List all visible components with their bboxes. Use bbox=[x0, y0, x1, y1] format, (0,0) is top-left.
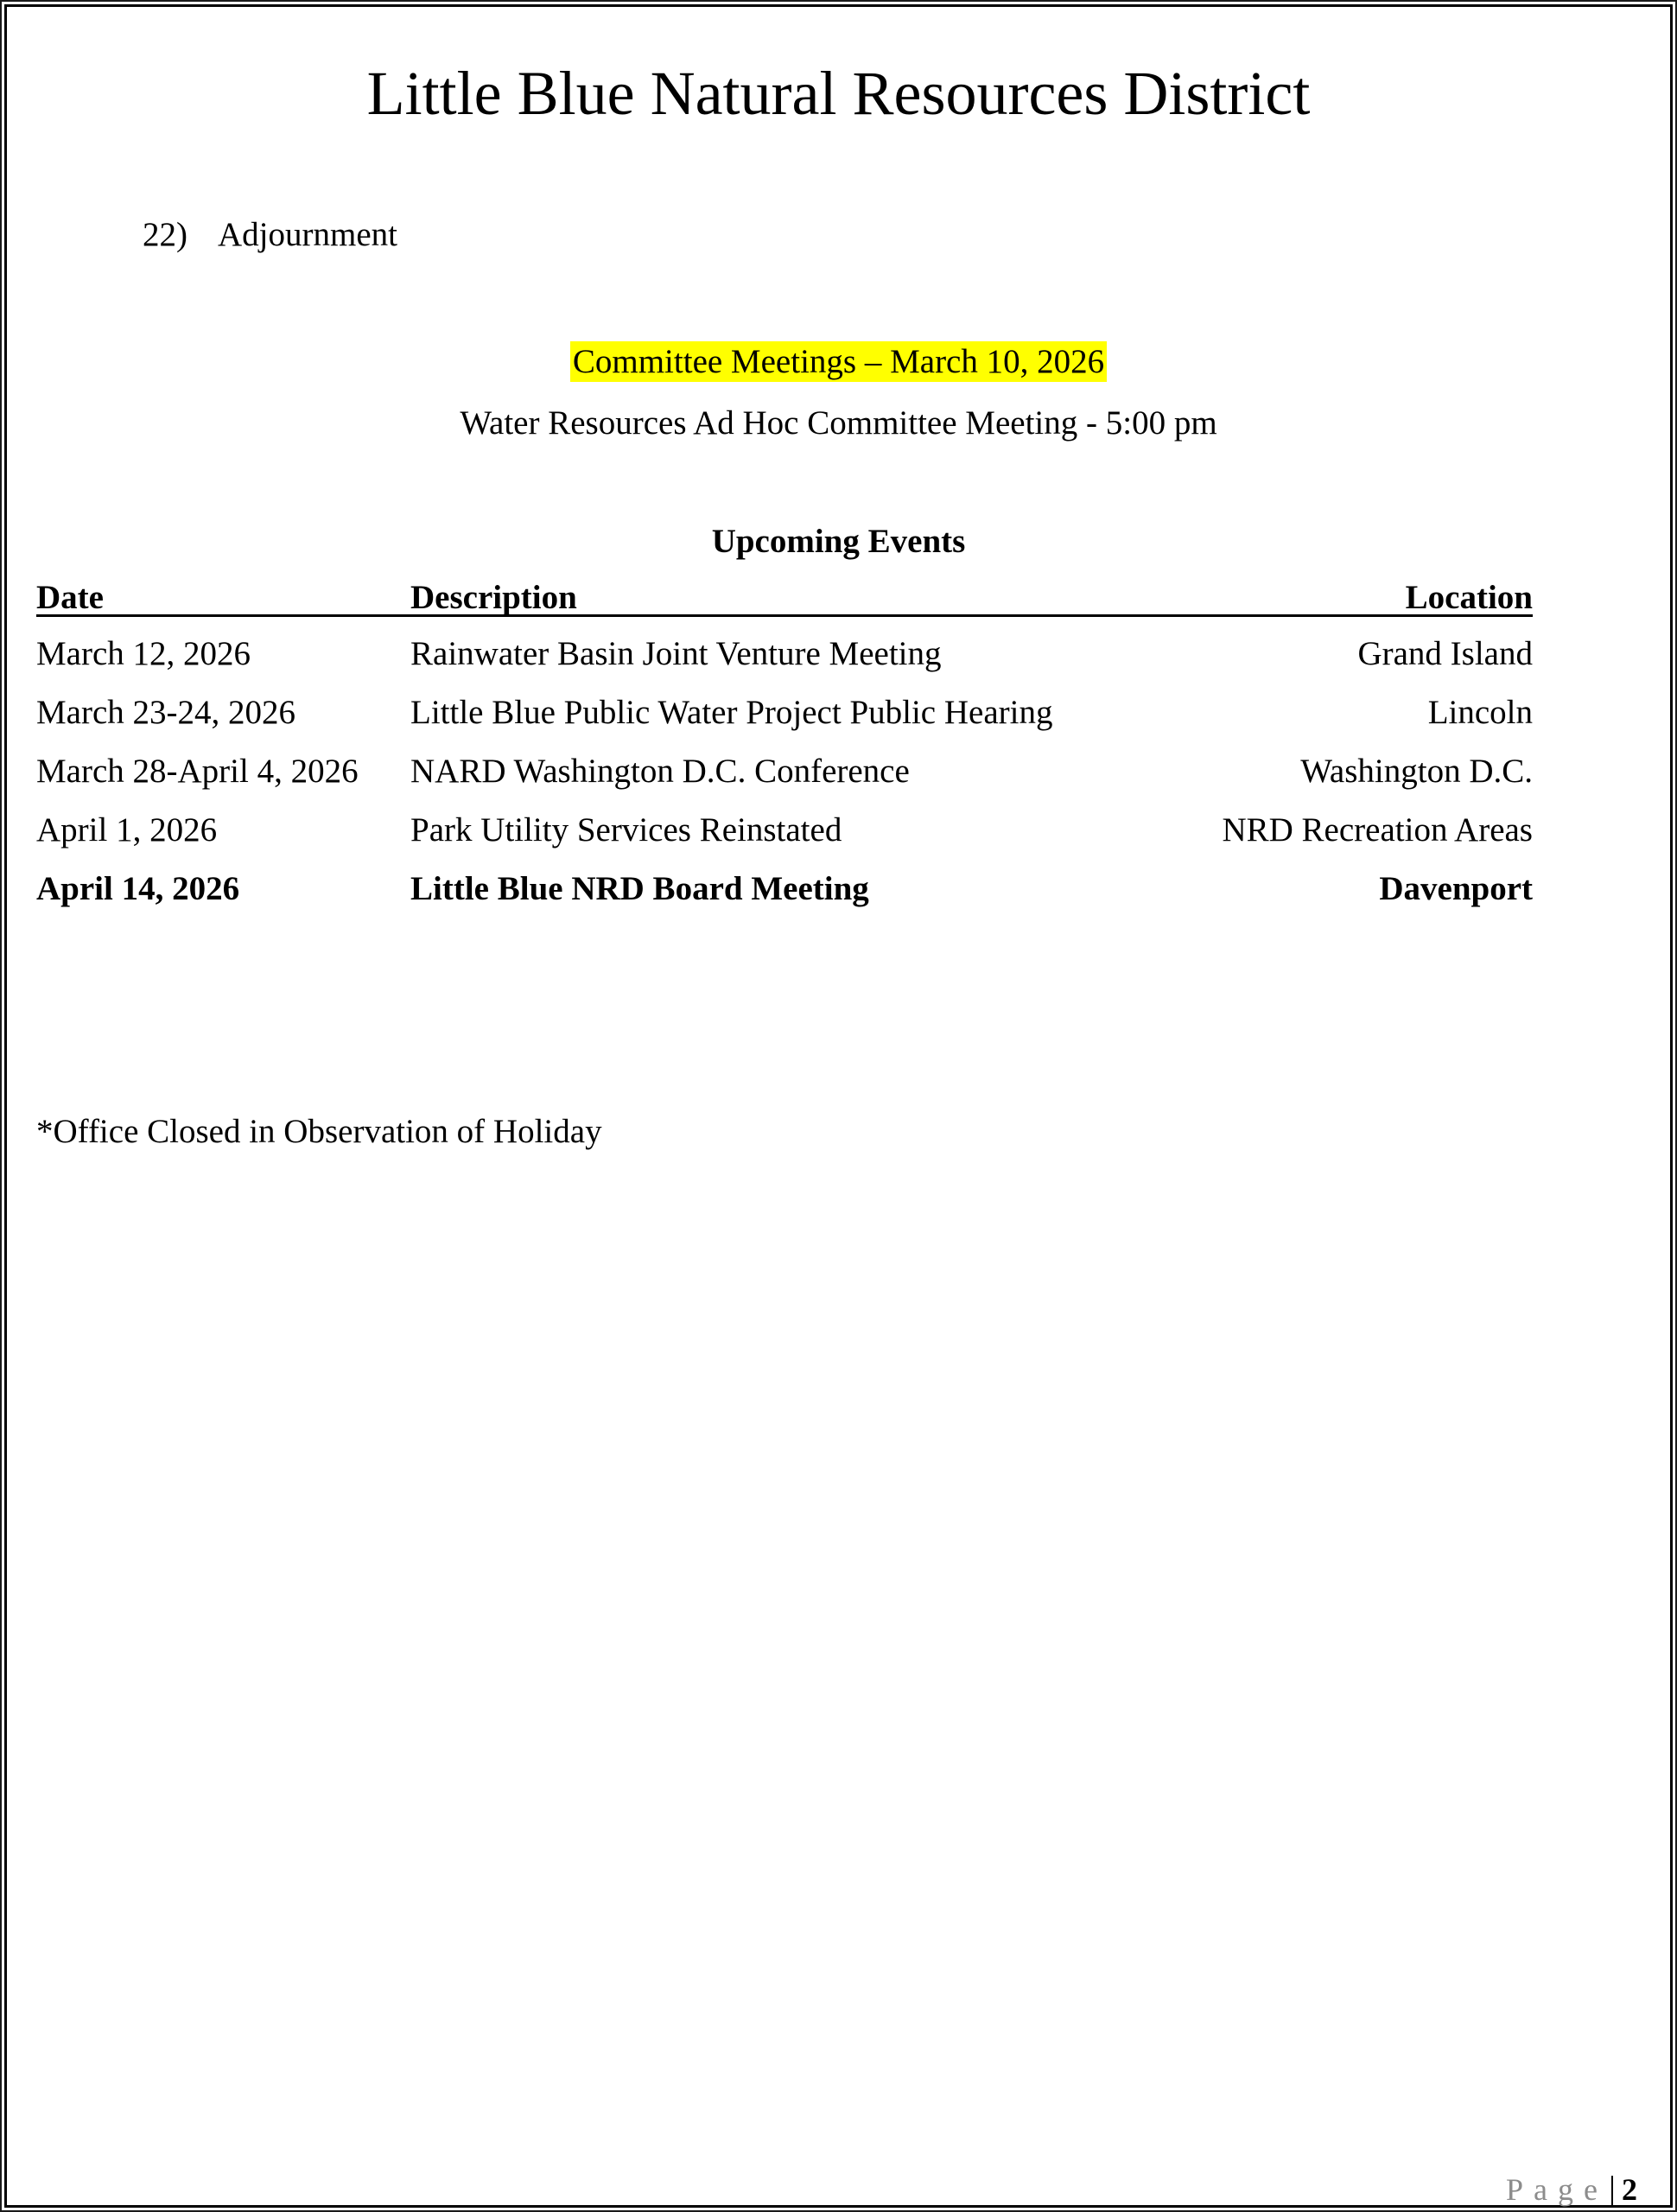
table-row bbox=[36, 676, 1533, 734]
agenda-item-label: Adjournment bbox=[218, 216, 397, 253]
column-header-description: Description bbox=[410, 579, 577, 616]
event-location: Davenport bbox=[1379, 870, 1533, 907]
event-description: Little Blue NRD Board Meeting bbox=[410, 870, 869, 907]
event-date: March 28-April 4, 2026 bbox=[36, 753, 359, 790]
page-border-inner bbox=[4, 4, 1673, 2208]
footer-separator bbox=[1611, 2176, 1613, 2205]
event-description: Park Utility Services Reinstated bbox=[410, 811, 842, 849]
event-date: April 1, 2026 bbox=[36, 811, 218, 849]
event-location: NRD Recreation Areas bbox=[1222, 811, 1533, 849]
event-location: Lincoln bbox=[1427, 694, 1533, 731]
column-header-date: Date bbox=[36, 579, 104, 616]
agenda-item-number: 22) bbox=[143, 216, 187, 253]
event-date: March 12, 2026 bbox=[36, 635, 251, 672]
committee-heading-wrapper bbox=[0, 341, 1677, 382]
committee-heading: Committee Meetings – March 10, 2026 bbox=[570, 341, 1107, 382]
table-row bbox=[36, 734, 1533, 793]
footnote: *Office Closed in Observation of Holiday bbox=[36, 1113, 602, 1150]
event-date: April 14, 2026 bbox=[36, 870, 240, 907]
upcoming-events-table bbox=[36, 579, 1533, 911]
committee-item: Water Resources Ad Hoc Committee Meeting - 5:00 pm bbox=[460, 404, 1217, 442]
table-header-row bbox=[36, 579, 1533, 617]
event-location: Washington D.C. bbox=[1300, 753, 1533, 790]
page-footer bbox=[1506, 2171, 1637, 2209]
event-description: Rainwater Basin Joint Venture Meeting bbox=[410, 635, 942, 672]
footer-page-label: Page bbox=[1506, 2172, 1608, 2207]
document-title: Little Blue Natural Resources District bbox=[366, 59, 1311, 128]
event-description: Little Blue Public Water Project Public Hearing bbox=[410, 694, 1053, 731]
event-date: March 23-24, 2026 bbox=[36, 694, 296, 731]
table-row-highlighted bbox=[36, 852, 1533, 911]
column-header-location: Location bbox=[1405, 579, 1533, 616]
table-row bbox=[36, 617, 1533, 676]
event-description: NARD Washington D.C. Conference bbox=[410, 753, 910, 790]
footer-page-number: 2 bbox=[1622, 2172, 1637, 2207]
upcoming-events-heading: Upcoming Events bbox=[711, 523, 966, 560]
event-location: Grand Island bbox=[1357, 635, 1533, 672]
table-row bbox=[36, 793, 1533, 852]
